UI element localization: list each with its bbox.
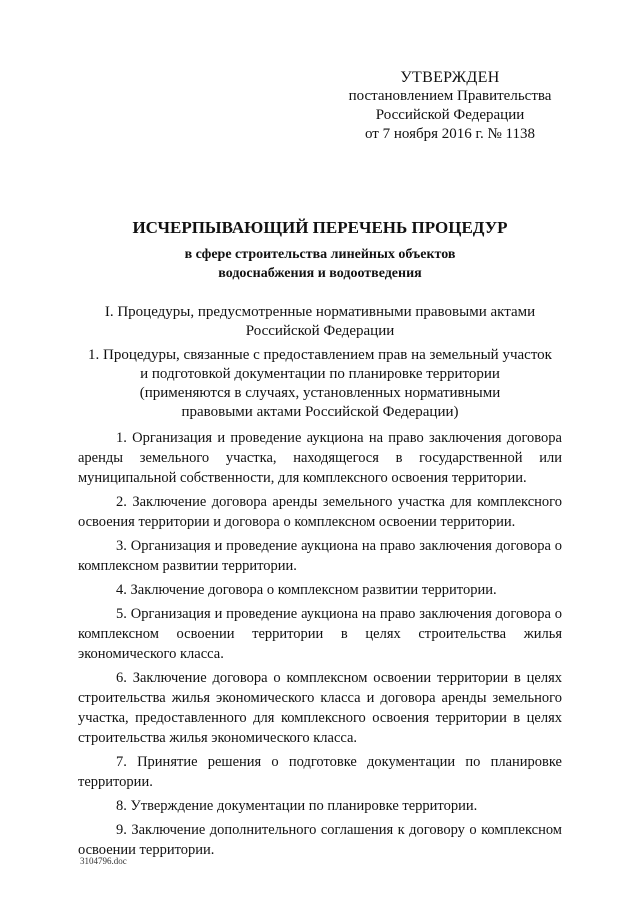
section-heading (60, 303, 580, 341)
procedure-item: 2. Заключение договора аренды земельного участка для комплексного освоения территории и договора о комплексном освоении территории. (78, 494, 562, 530)
section-heading-line: I. Процедуры, предусмотренные нормативными правовыми актами (104, 304, 536, 320)
subsection-heading (60, 346, 580, 422)
subtitle-line: водоснабжения и водоотведения (218, 266, 422, 281)
procedure-item: 6. Заключение договора о комплексном освоении территории в целях строительства жилья экономического класса и договора аренды земельного участка, предоставленного для комплексного освоения территории в целях строительства жилья экономического класса. (78, 670, 562, 746)
approval-stamp (330, 68, 570, 144)
approval-line-resolution: постановлением Правительства (348, 88, 552, 104)
procedure-item: 8. Утверждение документации по планировке территории. (116, 798, 478, 814)
subtitle-line: в сфере строительства линейных объектов (184, 247, 456, 262)
procedure-item: 4. Заключение договора о комплексном развитии территории. (116, 582, 497, 598)
procedure-item: 3. Организация и проведение аукциона на право заключения договора о комплексном развитии территории. (78, 538, 562, 574)
procedure-item: 9. Заключение дополнительного соглашения к договору о комплексном освоении территории. (78, 822, 562, 858)
document-file-code: 3104796.doc (80, 856, 127, 866)
procedure-item: 7. Принятие решения о подготовке документации по планировке территории. (78, 754, 562, 790)
document-title: ИСЧЕРПЫВАЮЩИЙ ПЕРЕЧЕНЬ ПРОЦЕДУР (132, 218, 508, 237)
procedure-item: 1. Организация и проведение аукциона на право заключения договора аренды земельного участка, находящегося в государственной или муниципальной собственности, для комплексного освоения территории. (78, 430, 562, 486)
approval-heading: УТВЕРЖДЕН (400, 69, 500, 86)
subsection-heading-line: правовыми актами Российской Федерации) (181, 404, 459, 420)
approval-line-date-number: от 7 ноября 2016 г. № 1138 (365, 126, 535, 142)
subsection-heading-line: (применяются в случаях, установленных нормативными (139, 385, 501, 401)
section-heading-line: Российской Федерации (245, 323, 395, 339)
approval-line-federation: Российской Федерации (375, 107, 525, 123)
procedure-item: 5. Организация и проведение аукциона на право заключения договора о комплексном освоении территории в целях строительства жилья экономического класса. (78, 606, 562, 662)
subsection-heading-line: 1. Процедуры, связанные с предоставлением прав на земельный участок (88, 347, 552, 363)
document-subtitle (60, 245, 580, 283)
subsection-heading-line: и подготовкой документации по планировке территории (140, 366, 500, 382)
procedure-list (78, 428, 562, 864)
document-title-block (60, 217, 580, 283)
